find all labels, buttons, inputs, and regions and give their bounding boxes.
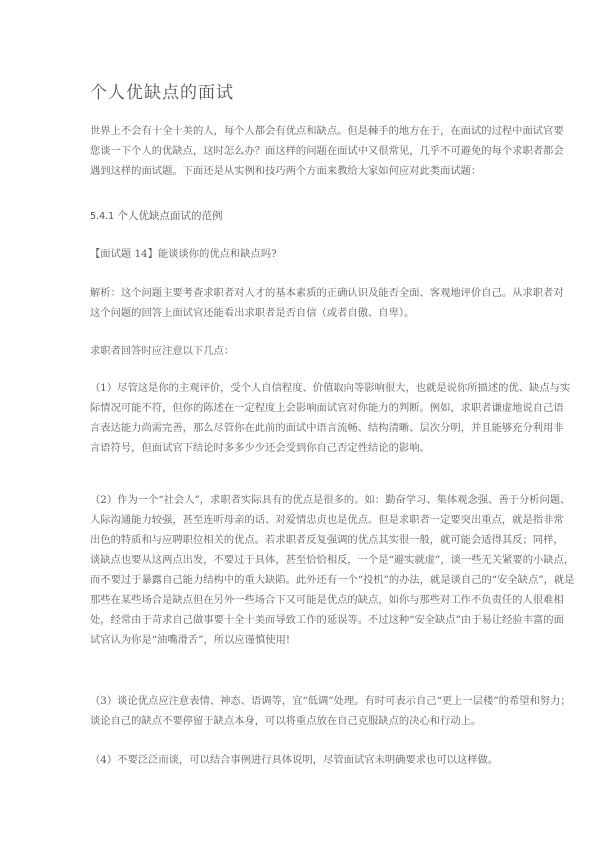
- point-2-line: 出色的特质和与应聘职位相关的优点。若求职者反复强调的优点其实很一般，就可能会适得其反；同样，: [90, 534, 564, 546]
- point-2-line: 处，经常由于苛求自己做事要十全十美而导致工作的延误等。不过这种“安全缺点”由于易让经验丰富的面: [90, 614, 564, 626]
- intro-line: 世界上不会有十全十美的人，每个人都会有优点和缺点。但是棘手的地方在于，在面试的过程中面试官要: [90, 125, 564, 137]
- point-1-line: 言表达能力尚需完善，那么尽管你在此前的面试中语言流畅、结构清晰、层次分明，并且能够充分利用非: [90, 422, 564, 434]
- point-4-line: （4）不要泛泛而谈，可以结合事例进行具体说明，尽管面试官未明确要求也可以这样做。: [90, 754, 499, 766]
- point-3-line: （3）谈论优点应注意表情、神态、语调等，宜“低调”处理。有时可表示自己“更上一层楼”的希望和努力；: [90, 695, 571, 707]
- section-title: 个人优缺点面试的范例: [117, 210, 223, 222]
- point-2-line: 谈缺点也要从这两点出发，不要过于具体，甚至恰恰相反，一个是“避实就虚”，谈一些无关紧要的小缺点，: [90, 554, 575, 566]
- question-paragraph: [90, 244, 520, 264]
- point-2-line: 而不要过于暴露自己能力结构中的重大缺陷。此外还有一个“投机”的办法，就是谈自己的“安全缺点”，就是: [90, 574, 575, 586]
- analysis-line: 这个问题的回答上面试官还能看出求职者是否自信（或者自傲、自卑）。: [90, 307, 415, 319]
- point-3-line: 谈论自己的缺点不要停留于缺点本身，可以将重点放在自己克服缺点的决心和行动上。: [90, 715, 482, 727]
- point-2-paragraph: [90, 490, 575, 650]
- intro-paragraph: [90, 121, 564, 181]
- point-1-line: 言语符号，但面试官下结论时多多少少还会受到你自己否定性结论的影响。: [90, 442, 430, 454]
- point-2-line: 试官认为你是“油嘴滑舌”，所以应谨慎使用!: [90, 634, 291, 646]
- intro-line: 您谈一下个人的优缺点，这时怎么办？面这样的问题在面试中又很常见，几乎不可避免的每个求职者都会: [90, 145, 564, 157]
- point-1-line: （1）尽管这是你的主观评价，受个人自信程度、价值取向等影响很大，也就是说你所描述的优、缺点与实: [90, 382, 571, 394]
- point-3-paragraph: [90, 691, 571, 731]
- analysis-paragraph: [90, 283, 564, 323]
- point-4-paragraph: [90, 750, 520, 770]
- section-number: 5.4.1: [90, 211, 115, 222]
- section-heading: [90, 208, 223, 223]
- point-2-line: 那些在某些场合是缺点但在另外一些场合下又可能是优点的缺点，如你与那些对工作不负责任的人很难相: [90, 594, 564, 606]
- intro-line: 遇到这样的面试题。下面还是从实例和技巧两个方面来教给大家如何应对此类面试题：: [90, 165, 482, 177]
- point-1-paragraph: [90, 378, 571, 458]
- point-2-line: （2）作为一个“社会人”，求职者实际具有的优点是很多的。如：勤奋学习、集体观念强、善于分析问题、: [90, 494, 571, 506]
- point-1-line: 际情况可能不符，但你的陈述在一定程度上会影响面试官对你能力的判断。例如，求职者谦虚地说自己语: [90, 402, 564, 414]
- analysis-line: 解析：这个问题主要考查求职者对人才的基本素质的正确认识及能否全面、客观地评价自己。从求职者对: [90, 287, 564, 299]
- question-line: 【面试题 14】能谈谈你的优点和缺点吗?: [90, 248, 277, 260]
- lead-line: 求职者回答时应注意以下几点：: [90, 345, 235, 357]
- point-2-line: 人际沟通能力较强，甚至连听母亲的话、对爱情忠贞也是优点。但是求职者一定要突出重点，就是指非常: [90, 514, 564, 526]
- document-title: 个人优缺点的面试: [90, 83, 234, 103]
- lead-paragraph: [90, 341, 520, 361]
